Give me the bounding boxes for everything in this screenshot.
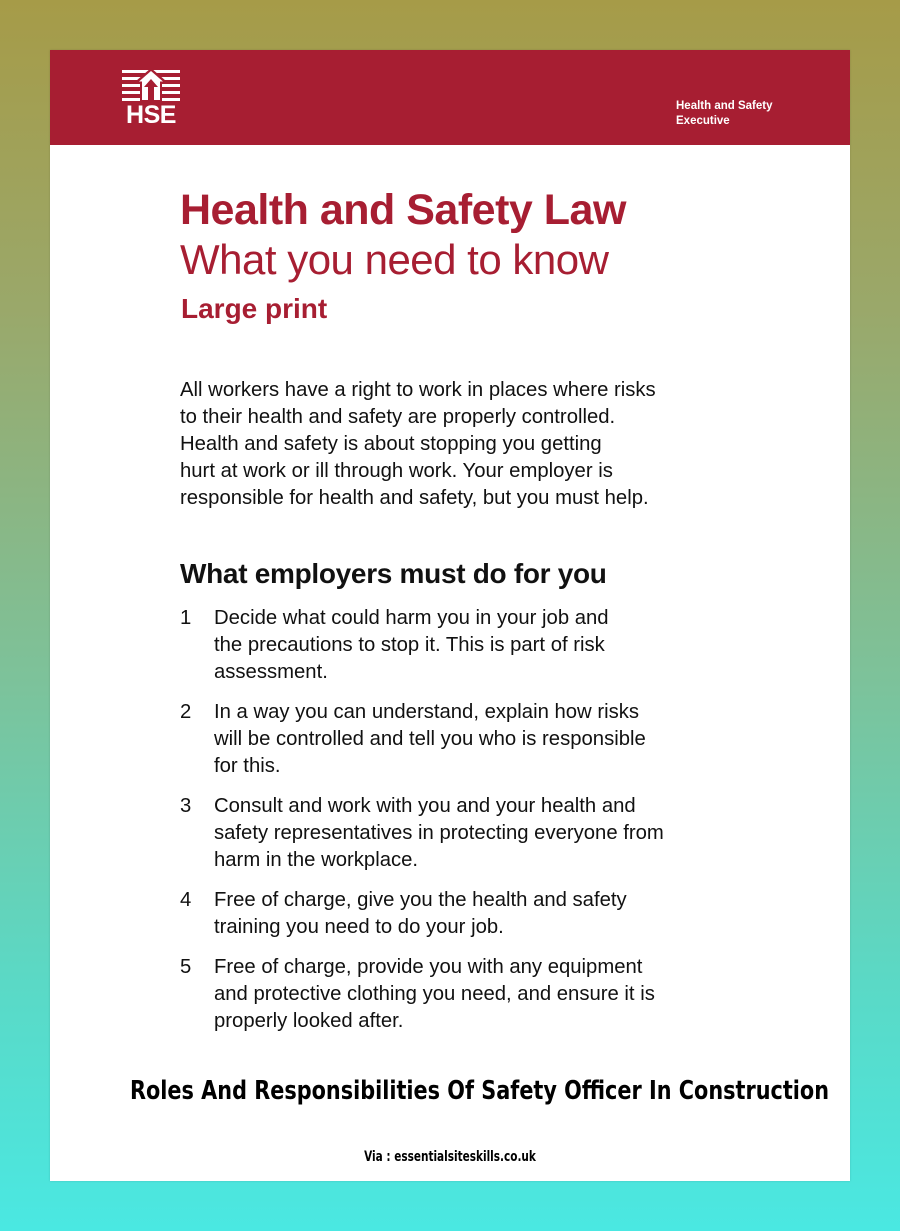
organisation-line-1: Health and Safety (676, 100, 773, 112)
item-number: 4 (180, 889, 192, 911)
edition-label: Large print (181, 293, 328, 324)
item-line: properly looked after. (214, 1010, 404, 1032)
item-line: the precautions to stop it. This is part of risk (214, 634, 605, 656)
item-line: Free of charge, provide you with any equipment (214, 956, 643, 978)
list-item (180, 954, 780, 1035)
item-line: for this. (214, 755, 281, 777)
intro-line: Health and safety is about stopping you getting (180, 433, 602, 455)
intro-line: to their health and safety are properly controlled. (180, 406, 616, 428)
item-number: 1 (180, 607, 192, 629)
list-item (180, 887, 780, 941)
poster-page (50, 50, 850, 1181)
item-line: and protective clothing you need, and ensure it is (214, 983, 655, 1005)
hse-logo-text: HSE (126, 101, 176, 129)
item-number: 3 (180, 795, 192, 817)
item-line: will be controlled and tell you who is responsible (214, 728, 646, 750)
intro-line: hurt at work or ill through work. Your employer is (180, 460, 613, 482)
organisation-name (676, 99, 816, 128)
hse-house-icon (120, 68, 182, 102)
item-number: 2 (180, 701, 192, 723)
employer-duties-list (180, 605, 780, 1048)
item-number: 5 (180, 956, 192, 978)
intro-line: All workers have a right to work in places where risks (180, 379, 656, 401)
list-item (180, 699, 780, 780)
intro-paragraph (180, 377, 740, 512)
item-line: Free of charge, give you the health and safety (214, 889, 627, 911)
list-item (180, 605, 780, 686)
item-line: Consult and work with you and your health and (214, 795, 636, 817)
item-line: In a way you can understand, explain how risks (214, 701, 640, 723)
hse-logo (120, 68, 182, 130)
item-line: Decide what could harm you in your job and (214, 607, 609, 629)
source-credit: Via : essentialsiteskills.co.uk (364, 1149, 536, 1165)
header-banner (50, 50, 850, 145)
section-heading: What employers must do for you (180, 558, 607, 589)
intro-line: responsible for health and safety, but you must help. (180, 487, 649, 509)
image-caption: Roles And Responsibilities Of Safety Officer In Construction (130, 1076, 830, 1106)
item-line: harm in the workplace. (214, 849, 419, 871)
list-item (180, 793, 780, 874)
organisation-line-2: Executive (676, 114, 730, 127)
document-title: Health and Safety Law (180, 186, 626, 234)
item-line: training you need to do your job. (214, 916, 504, 938)
item-line: assessment. (214, 661, 328, 683)
item-line: safety representatives in protecting everyone from (214, 822, 664, 844)
document-subtitle: What you need to know (180, 236, 609, 283)
